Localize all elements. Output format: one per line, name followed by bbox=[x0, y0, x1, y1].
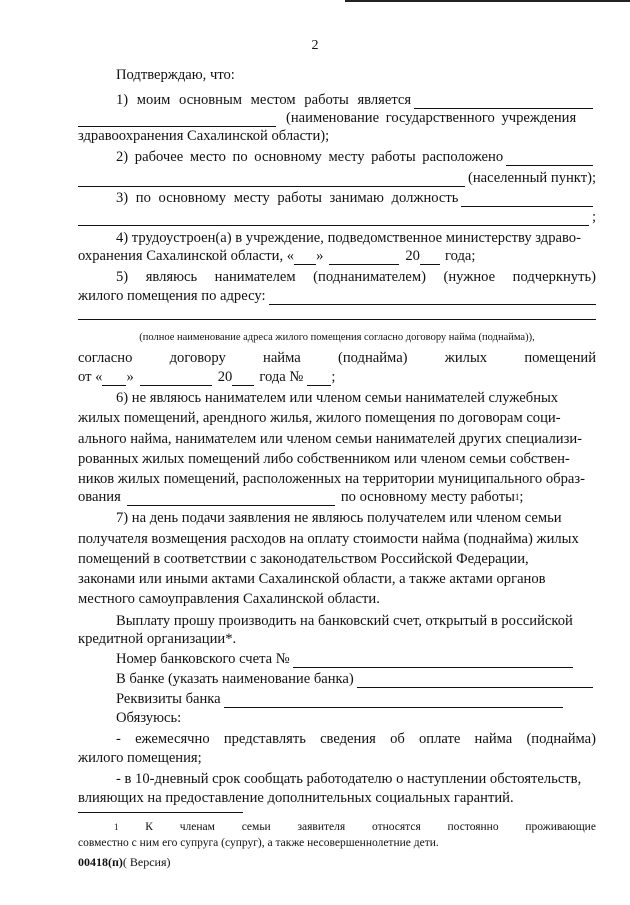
item6-line: ников жилых помещений, расположенных на территории муниципального образ- bbox=[78, 471, 585, 487]
footnote-word: семьи bbox=[241, 821, 271, 833]
footnote-marker: 1 bbox=[114, 822, 119, 832]
item1-line2 bbox=[78, 109, 596, 127]
requisites-label: Реквизиты банка bbox=[116, 691, 221, 707]
footnote-ref: 1 bbox=[514, 492, 520, 502]
payment-line1: Выплату прошу производить на банковский счет, открытый в российской bbox=[116, 613, 573, 629]
item5-word: (поднанимателем) bbox=[313, 269, 426, 285]
top-border-line bbox=[345, 0, 630, 2]
item6-text-b: по основному месту работы bbox=[340, 489, 515, 505]
obligation-word: сведения bbox=[320, 731, 376, 747]
item1-line1 bbox=[116, 91, 596, 109]
item1-workplace-field-cont[interactable] bbox=[78, 112, 276, 127]
item7-line: 7) на день подачи заявления не являюсь получателем или членом семьи bbox=[116, 510, 562, 526]
contract-month-field[interactable] bbox=[140, 371, 212, 386]
item5-line4 bbox=[78, 349, 596, 367]
item2-lead: 2) рабочее место по основному месту работы расположено bbox=[116, 149, 504, 165]
municipality-field[interactable] bbox=[127, 491, 335, 506]
item1-workplace-field[interactable] bbox=[414, 94, 593, 109]
item5-address-field-cont[interactable] bbox=[78, 305, 596, 320]
item5-semicolon: ; bbox=[331, 369, 336, 385]
bank-label: В банке (указать наименование банка) bbox=[116, 671, 354, 687]
item4-year-prefix: 20 bbox=[405, 248, 420, 264]
item3-line1 bbox=[116, 189, 596, 207]
account-number-field[interactable] bbox=[293, 653, 573, 668]
item5-word: жилых bbox=[444, 350, 488, 366]
footnote-word: членам bbox=[179, 821, 215, 833]
contract-day-field[interactable] bbox=[102, 371, 126, 386]
obligation2-line1: - в 10-дневный срок сообщать работодателю о наступлении обстоятельств, bbox=[116, 771, 582, 787]
item7-line: законами или иными актами Сахалинской области, а также актами органов bbox=[78, 571, 546, 587]
item4-year-field[interactable] bbox=[420, 250, 440, 265]
address-caption: (полное наименование адреса жилого помещения согласно договору найма (поднайма)), bbox=[139, 332, 535, 343]
item4-text-a: охранения Сахалинской области, « bbox=[78, 248, 295, 264]
item5-number-label: года № bbox=[259, 369, 304, 385]
item7-line: помещений в соответствии с законодательством Российской Федерации, bbox=[78, 551, 529, 567]
obligation1-line2: жилого помещения; bbox=[78, 750, 202, 766]
obligation-word: об bbox=[390, 731, 405, 747]
footnote-word: относятся bbox=[371, 821, 421, 833]
requisites-row bbox=[116, 690, 566, 708]
item5-word: (поднайма) bbox=[337, 350, 408, 366]
confirm-intro: Подтверждаю, что: bbox=[116, 67, 235, 83]
contract-year-field[interactable] bbox=[232, 371, 254, 386]
item6-line: ального найма, нанимателем или членом семьи нанимателей других специализи- bbox=[78, 431, 583, 447]
item3-line2 bbox=[78, 208, 596, 226]
item5-year-prefix: 20 bbox=[217, 369, 233, 385]
bank-requisites-field[interactable] bbox=[224, 693, 563, 708]
item5-word: договору bbox=[169, 350, 226, 366]
item5-word: 5) bbox=[116, 269, 129, 285]
item5-line1 bbox=[116, 268, 596, 286]
obligations-heading: Обязуюсь: bbox=[116, 710, 182, 726]
item5-word: (нужное bbox=[443, 269, 496, 285]
item4-line2 bbox=[78, 247, 596, 265]
item3-position-field[interactable] bbox=[461, 192, 593, 207]
item6-text-a: ования bbox=[78, 489, 121, 505]
item6-line: жилых помещений, арендного жилья, жилого помещения по договорам соци- bbox=[78, 410, 561, 426]
item6-last-line bbox=[78, 488, 596, 506]
item1-end: здравоохранения Сахалинской области); bbox=[78, 128, 330, 144]
item3-end: ; bbox=[591, 209, 596, 225]
account-label: Номер банковского счета № bbox=[116, 651, 290, 667]
obligation-word: оплате bbox=[418, 731, 461, 747]
footnote-word: постоянно bbox=[447, 821, 499, 833]
item2-line2 bbox=[78, 169, 596, 187]
item5-from-text: от « bbox=[78, 369, 103, 385]
page-number: 2 bbox=[311, 38, 319, 53]
item5-address-field[interactable] bbox=[269, 290, 596, 305]
item2-location-field[interactable] bbox=[506, 151, 593, 166]
item5-line3 bbox=[78, 305, 596, 320]
item5-word: нанимателем bbox=[214, 269, 296, 285]
footnote-separator bbox=[78, 812, 243, 813]
item5-line2 bbox=[78, 287, 596, 305]
item4-day-field[interactable] bbox=[294, 250, 316, 265]
item5-address-label: жилого помещения по адресу: bbox=[78, 288, 266, 304]
item4-text-b: » bbox=[316, 248, 324, 264]
obligation1-line1 bbox=[116, 730, 596, 748]
bank-row bbox=[116, 670, 596, 688]
item3-lead: 3) по основному месту работы занимаю должность bbox=[116, 190, 459, 206]
footnote-word: заявителя bbox=[297, 821, 346, 833]
item4-line1: 4) трудоустроен(а) в учреждение, подведомственное министерству здраво- bbox=[116, 230, 581, 246]
bank-name-field[interactable] bbox=[357, 673, 593, 688]
item3-position-field-cont[interactable] bbox=[78, 211, 589, 226]
footnote-word: проживающие bbox=[525, 821, 596, 833]
item4-month-field[interactable] bbox=[329, 250, 399, 265]
obligation-word: - bbox=[116, 731, 121, 747]
item4-text-d: года; bbox=[444, 248, 476, 264]
item6-line: 6) не являюсь нанимателем или членом семьи нанимателей служебных bbox=[116, 390, 559, 406]
item7-line: получателя возмещения расходов на оплату стоимости найма (поднайма) жилых bbox=[78, 531, 579, 547]
item1-cont-text: (наименование государственного учреждения bbox=[286, 110, 577, 126]
obligation-word: найма bbox=[474, 731, 513, 747]
form-code bbox=[78, 855, 171, 870]
item2-line1 bbox=[116, 148, 596, 166]
item5-text-b: » bbox=[126, 369, 134, 385]
form-code-number: 00418(п) bbox=[78, 855, 123, 869]
contract-number-field[interactable] bbox=[307, 371, 331, 386]
item6-line: рованных жилых помещений либо собственником или членом семьи собствен- bbox=[78, 451, 570, 467]
form-code-version: ( Версия) bbox=[122, 855, 171, 869]
item5-word: являюсь bbox=[145, 269, 198, 285]
item2-location-field-cont[interactable] bbox=[78, 172, 465, 187]
item5-line5 bbox=[78, 368, 596, 386]
item5-word: найма bbox=[263, 350, 301, 366]
item5-word: подчеркнуть) bbox=[512, 269, 596, 285]
item1-lead: 1) моим основным местом работы является bbox=[116, 92, 412, 108]
footnote-word: К bbox=[145, 821, 153, 833]
payment-line2: кредитной организации*. bbox=[78, 631, 237, 647]
account-row bbox=[116, 650, 576, 668]
footnote-line2: совместно с ним его супруга (супруг), а также несовершеннолетние дети. bbox=[78, 837, 439, 849]
item7-line: местного самоуправления Сахалинской области. bbox=[78, 591, 380, 607]
obligation-word: представлять bbox=[223, 731, 306, 747]
item6-text-c: ; bbox=[519, 489, 524, 505]
obligation-word: ежемесячно bbox=[135, 731, 210, 747]
item5-word: согласно bbox=[78, 350, 133, 366]
obligation-word: (поднайма) bbox=[526, 731, 596, 747]
item5-word: помещений bbox=[524, 350, 596, 366]
item2-end-text: (населенный пункт); bbox=[467, 170, 596, 186]
obligation2-line2: влияющих на предоставление дополнительных социальных гарантий. bbox=[78, 790, 514, 806]
